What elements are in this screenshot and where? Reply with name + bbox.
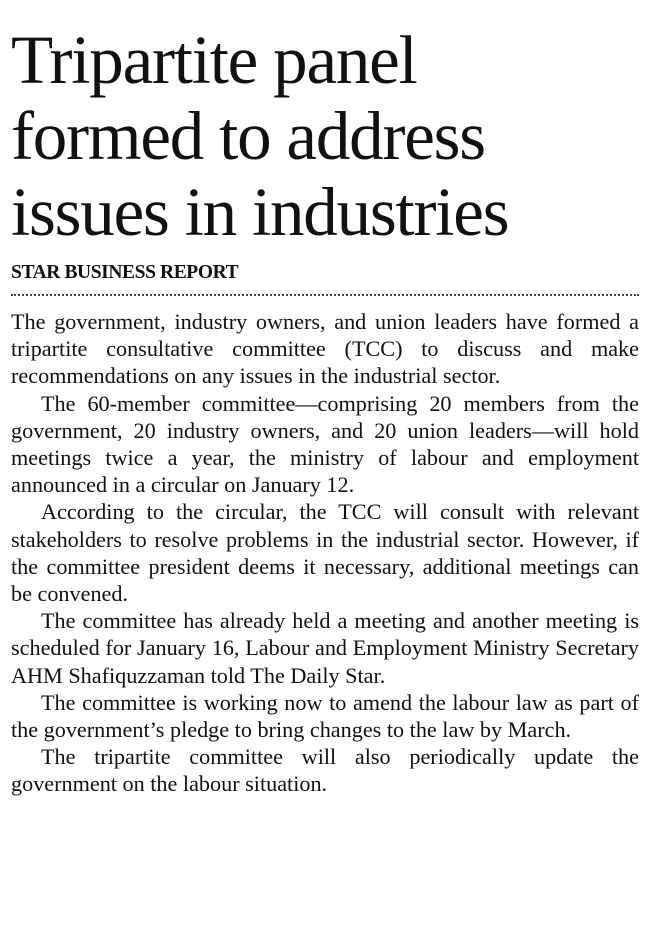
body-paragraph: The committee has already held a meeting and another meeting is scheduled for January 16, Labour and Employment Ministry Secretary AHM Shafiquzzaman told The Daily Star. [11,608,639,688]
dotted-divider [11,294,639,296]
body-paragraph: The 60-member committee—comprising 20 members from the government, 20 industry owners, and 20 union leaders—will hold meetings twice a year, the ministry of labour and employment announced in a circular on January 12. [11,390,639,498]
body-paragraph: The committee is working now to amend the labour law as part of the government’s pledge to bring changes to the law by March. [11,689,639,743]
body-paragraph: The tripartite committee will also periodically update the government on the labour situation. [11,744,639,797]
headline-line: issues in industries [11,174,509,250]
body-paragraph: According to the circular, the TCC will consult with relevant stakeholders to resolve problems in the industrial sector. However, if the committee president deems it necessary, additional meetings can be convened. [11,499,639,607]
news-article [11,22,639,798]
body-paragraph: The government, industry owners, and union leaders have formed a tripartite consultative committee (TCC) to discuss and make recommendations on any issues in the industrial sector. [11,309,639,389]
headline-line: formed to address [11,98,485,174]
headline [11,22,639,250]
byline: STAR BUSINESS REPORT [11,262,239,283]
article-body [11,308,639,798]
headline-line: Tripartite panel [11,22,417,98]
